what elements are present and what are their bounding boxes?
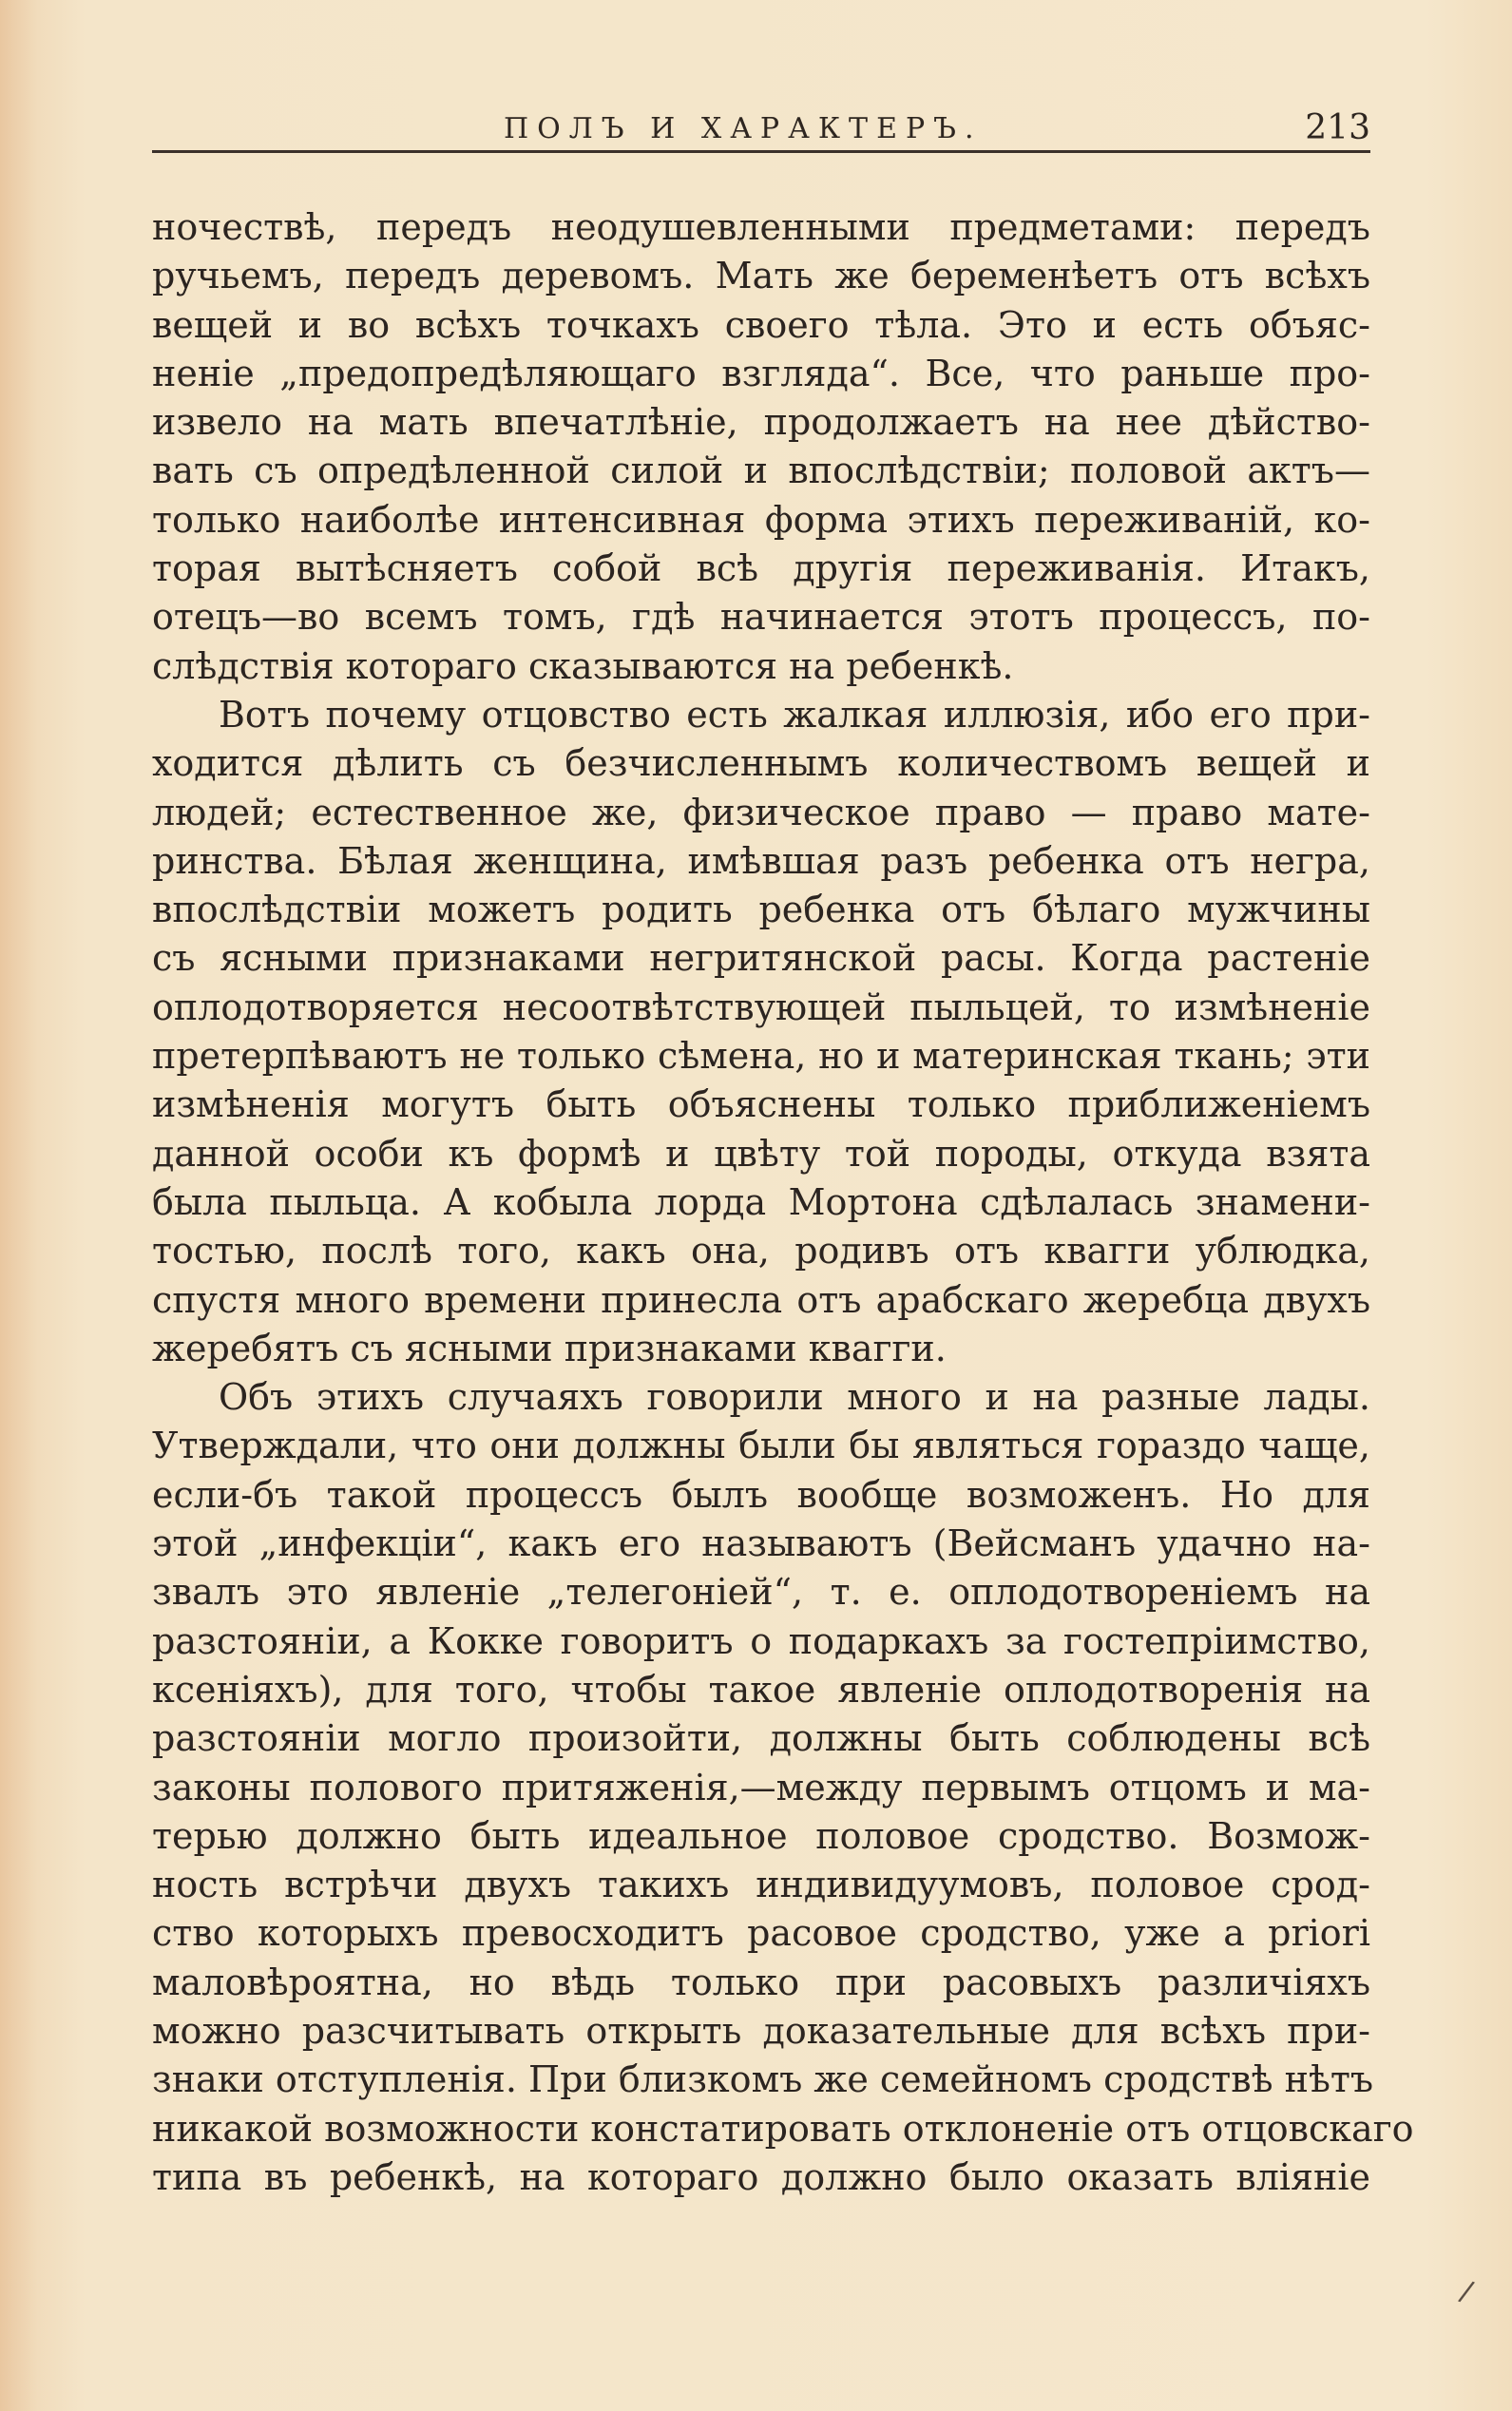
text-line: жеребятъ съ ясными признаками квагги. [152,1327,947,1369]
text-line: ность встрѣчи двухъ такихъ индивидуумовъ, половое срод- [152,1864,1370,1906]
text-line: ксеніяхъ), для того, чтобы такое явленіе оплодотворенія на [152,1668,1370,1711]
text-line: людей; естественное же, физическое право — право мате- [152,791,1370,833]
text-line: разстояніи, а Кокке говоритъ о подаркахъ за гостепріимство, [152,1619,1370,1662]
text-line: ручьемъ, передъ деревомъ. Мать же беременѣетъ отъ всѣхъ [152,255,1370,297]
body-text [152,203,1414,2202]
text-line: спустя много времени принесла отъ арабскаго жеребца двухъ [152,1278,1370,1321]
text-line: разстояніи могло произойти, должны быть соблюдены всѣ [152,1717,1370,1760]
text-line: извело на мать впечатлѣніе, продолжаетъ на нее дѣйство- [152,401,1370,444]
text-line: этой „инфекціи“, какъ его называютъ (Вейсманъ удачно на- [152,1522,1370,1565]
text-line: данной особи къ формѣ и цвѣту той породы, откуда взята [152,1132,1370,1175]
page-number: 213 [1305,108,1370,147]
text-line: если-бъ такой процессъ былъ вообще возможенъ. Но для [152,1473,1370,1516]
paragraph-3 [152,1373,1414,2202]
text-line: ходится дѣлить съ безчисленнымъ количествомъ вещей и [152,742,1370,785]
text-line: слѣдствія котораго сказываются на ребенкѣ. [152,644,1014,687]
text-line: оплодотворяется несоотвѣтствующей пыльцей, то измѣненіе [152,985,1370,1028]
text-line: ринства. Бѣлая женщина, имѣвшая разъ ребенка отъ негра, [152,839,1370,882]
paragraph-2 [152,691,1370,1373]
text-line: неніе „предопредѣляющаго взгляда“. Все, что раньше про- [152,352,1370,394]
text-line: отецъ—во всемъ томъ, гдѣ начинается этотъ процессъ, по- [152,596,1370,639]
text-line: впослѣдствіи можетъ родить ребенка отъ бѣлаго мужчины [152,889,1370,931]
text-line: съ ясными признаками негритянской расы. Когда растеніе [152,937,1370,980]
text-line: никакой возможности констатировать отклоненіе отъ отцовскаго [152,2107,1414,2150]
running-title: ПОЛЪ И ХАРАКТЕРЪ. [504,112,983,145]
text-line: измѣненія могутъ быть объяснены только приближеніемъ [152,1083,1370,1126]
page-header [152,103,1370,152]
text-line: звалъ это явленіе „телегоніей“, т. е. оплодотвореніемъ на [152,1571,1370,1614]
text-line: маловѣроятна, но вѣдь только при расовыхъ различіяхъ [152,1961,1370,2003]
text-line: законы полового притяженія,—между первымъ отцомъ и ма- [152,1766,1370,1808]
text-line: вать съ опредѣленной силой и впослѣдствіи; половой актъ— [152,450,1370,492]
text-line: претерпѣваютъ не только сѣмена, но и материнская ткань; эти [152,1035,1370,1078]
text-line: знаки отступленія. При близкомъ же семейномъ сродствѣ нѣтъ [152,2058,1374,2101]
header-rule [152,150,1370,153]
text-line: ство которыхъ превосходитъ расовое сродство, уже a priori [152,1912,1370,1955]
text-line: терью должно быть идеальное половое сродство. Возмож- [152,1814,1370,1857]
text-line: была пыльца. А кобыла лорда Мортона сдѣлалась знамени- [152,1180,1370,1223]
text-line: торая вытѣсняетъ собой всѣ другія переживанія. Итакъ, [152,547,1370,590]
text-line: можно разсчитывать открыть доказательные для всѣхъ при- [152,2009,1370,2052]
text-line: вещей и во всѣхъ точкахъ своего тѣла. Это и есть объяс- [152,303,1370,346]
text-line: типа въ ребенкѣ, на котораго должно было оказать вліяніе [152,2155,1370,2198]
text-line: только наиболѣе интенсивная форма этихъ переживаній, ко- [152,498,1370,541]
text-line: Вотъ почему отцовство есть жалкая иллюзія, ибо его при- [219,693,1370,736]
text-line: тостью, послѣ того, какъ она, родивъ отъ квагги ублюдка, [152,1230,1370,1272]
paragraph-1 [152,203,1370,691]
margin-mark: / [1456,2274,1477,2309]
text-line: Объ этихъ случаяхъ говорили много и на разные лады. [219,1376,1370,1419]
text-line: Утверждали, что они должны были бы являться гораздо чаще, [152,1425,1370,1467]
text-line: ночествѣ, передъ неодушевленными предметами: передъ [152,206,1370,248]
